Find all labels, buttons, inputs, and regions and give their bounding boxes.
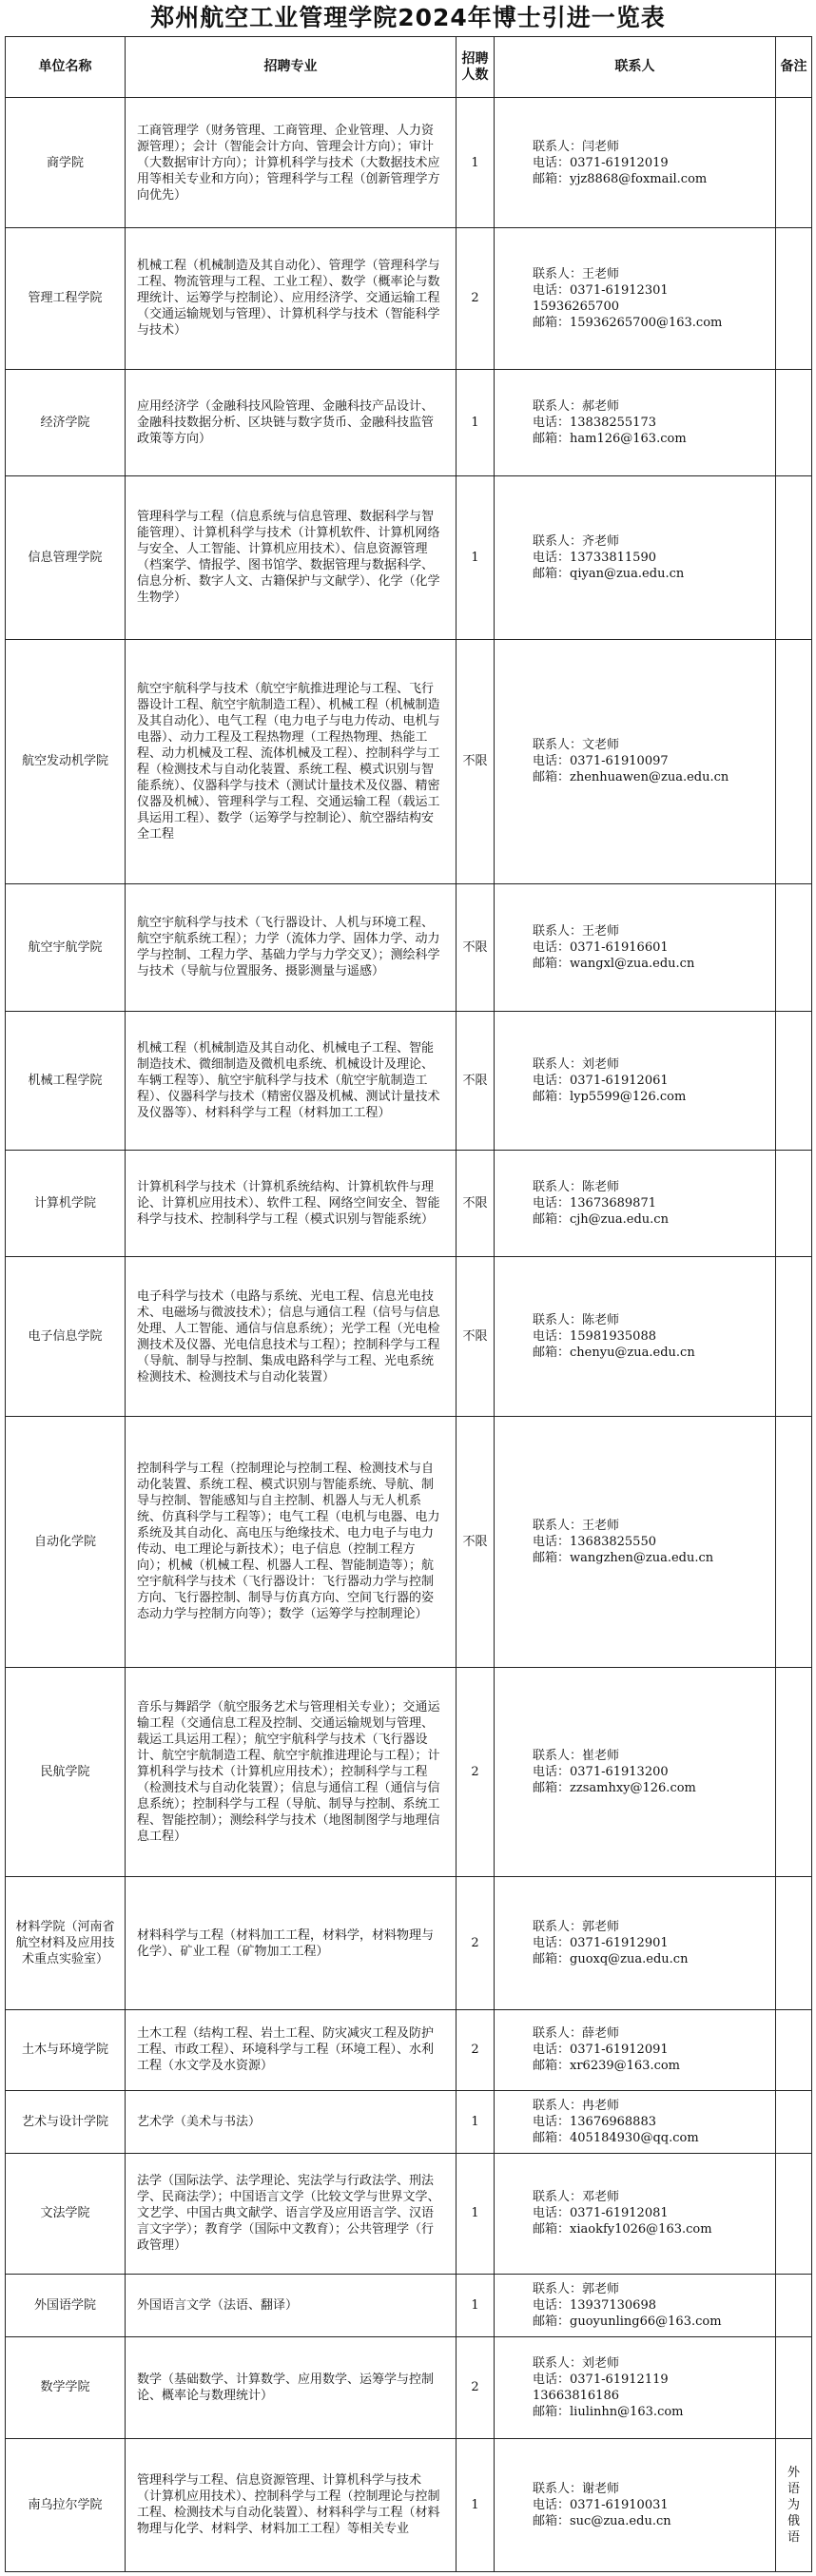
note-cell [776,2154,812,2275]
count-cell: 2 [457,2337,495,2439]
contact-line: 邮箱：chenyu@zua.edu.cn [533,1346,695,1361]
unit-name-cell: 自动化学院 [6,1416,126,1667]
table-row [6,2438,812,2571]
unit-name-cell: 管理工程学院 [6,228,126,370]
note-cell [776,639,812,883]
header-unit: 单位名称 [6,37,126,98]
major-cell: 管理科学与工程（信息系统与信息管理、数据科学与智能管理）、计算机科学与技术（计算机软件、计算机网络与安全、人工智能、计算机应用技术）、信息资源管理（档案学、情报学、图书馆学、数据管理与数据科学、信息分析、数字人文、古籍保护与文献学）、化学（化学生物学） [126,475,457,639]
major-cell: 外国语言文学（法语、翻译） [126,2274,457,2336]
contact-line: 电话：0371-61910097 [533,754,669,769]
header-contact: 联系人 [495,37,776,98]
contact-line: 邮箱：guoxq@zua.edu.cn [533,1952,689,1967]
table-row [6,369,812,475]
contact-line: 邮箱：15936265700@163.com [533,315,723,330]
contact-line: 电话：0371-61912091 [533,2043,669,2058]
note-cell [776,2337,812,2439]
contact-line: 联系人：邓老师 [533,2190,620,2205]
table-row [6,883,812,1011]
note-cell [776,2090,812,2153]
table-row [6,2154,812,2275]
count-cell: 1 [457,369,495,475]
note-cell [776,1257,812,1417]
contact-line: 联系人：郭老师 [533,1920,620,1935]
count-cell: 1 [457,98,495,228]
unit-name-cell: 外国语学院 [6,2274,126,2336]
contact-cell [495,1011,776,1151]
note-cell [776,883,812,1011]
table-body [6,98,812,2572]
contact-cell [495,1257,776,1417]
note-cell [776,228,812,370]
contact-line: 电话：0371-61912061 [533,1074,669,1089]
unit-name-cell: 航空发动机学院 [6,639,126,883]
contact-line: 联系人：谢老师 [533,2481,620,2496]
major-cell: 材料科学与工程（材料加工工程，材料学，材料物理与化学）、矿业工程（矿物加工工程） [126,1876,457,2009]
note-cell [776,1876,812,2009]
contact-line: 电话：0371-61912301 [533,282,669,298]
contact-line: 电话：13937130698 [533,2297,656,2313]
count-cell: 不限 [457,1011,495,1151]
contact-line: 邮箱：xiaokfy1026@163.com [533,2222,712,2237]
table-row [6,1151,812,1257]
note-cell [776,369,812,475]
contact-line: 联系人：郝老师 [533,398,620,414]
contact-cell [495,98,776,228]
header-count: 招聘人数 [457,37,495,98]
table-row [6,1416,812,1667]
contact-cell [495,2010,776,2090]
contact-line: 联系人：闫老师 [533,139,620,154]
count-cell: 1 [457,2274,495,2336]
contact-line: 邮箱：qiyan@zua.edu.cn [533,566,685,581]
contact-line: 联系人：刘老师 [533,1057,620,1073]
contact-cell [495,1416,776,1667]
count-cell: 不限 [457,1257,495,1417]
major-cell: 音乐与舞蹈学（航空服务艺术与管理相关专业）；交通运输工程（交通信息工程及控制、交通运输规划与管理、载运工具运用工程）；航空宇航科学与技术（飞行器设计、航空宇航制造工程、航空宇航推进理论与工程）；计算机科学与技术（计算机应用技术）；控制科学与工程（检测技术与自动化装置）；信息与通信工程（通信与信息系统）；控制科学与工程（导航、制导与控制、系统工程、智能控制）；测绘科学与技术（地图制图学与地理信息工程） [126,1667,457,1876]
major-cell: 数学（基础数学、计算数学、应用数学、运筹学与控制论、概率论与数理统计） [126,2337,457,2439]
note-cell [776,475,812,639]
contact-line: 邮箱：guoyunling66@163.com [533,2314,722,2329]
contact-line: 邮箱：liulinhn@163.com [533,2404,684,2419]
contact-line: 邮箱：xr6239@163.com [533,2059,681,2074]
note-cell [776,2010,812,2090]
unit-name-cell: 信息管理学院 [6,475,126,639]
count-cell: 不限 [457,639,495,883]
major-cell: 计算机科学与技术（计算机系统结构、计算机软件与理论、计算机应用技术）、软件工程、网络空间安全、智能科学与技术、控制科学与工程（模式识别与智能系统） [126,1151,457,1257]
table-row [6,1011,812,1151]
note-cell [776,98,812,228]
unit-name-cell: 电子信息学院 [6,1257,126,1417]
contact-line: 邮箱：wangxl@zua.edu.cn [533,956,695,971]
unit-name-cell: 经济学院 [6,369,126,475]
table-row [6,639,812,883]
contact-line: 电话：0371-61916601 [533,939,669,955]
table-row [6,1876,812,2009]
contact-line: 联系人：文老师 [533,738,620,753]
contact-line: 联系人：陈老师 [533,1313,620,1328]
major-cell: 航空宇航科学与技术（飞行器设计、人机与环境工程、航空宇航系统工程）；力学（流体力学、固体力学、动力学与控制、工程力学、基础力学与力学交叉）；测绘科学与技术（导航与位置服务、摄影测量与遥感） [126,883,457,1011]
contact-line: 联系人：薛老师 [533,2026,620,2042]
contact-cell [495,883,776,1011]
note-cell: 外语为俄语 [776,2438,812,2571]
contact-cell [495,1151,776,1257]
recruitment-table [5,36,812,2572]
contact-line: 联系人：陈老师 [533,1180,620,1195]
contact-line: 电话：13733811590 [533,550,656,565]
table-row [6,2010,812,2090]
major-cell: 工商管理学（财务管理、工商管理、企业管理、人力资源管理）；会计（智能会计方向、管理会计方向）；审计（大数据审计方向）；计算机科学与技术（大数据技术应用等相关专业和方向）；管理科学与工程（创新管理学方向优先） [126,98,457,228]
contact-cell [495,2090,776,2153]
count-cell: 1 [457,2090,495,2153]
table-row [6,2090,812,2153]
contact-line: 联系人：崔老师 [533,1748,620,1763]
contact-line: 电话：0371-61912901 [533,1936,669,1951]
contact-line: 联系人：王老师 [533,923,620,939]
contact-line: 邮箱：zhenhuawen@zua.edu.cn [533,770,729,785]
count-cell: 1 [457,475,495,639]
contact-line: 邮箱：suc@zua.edu.cn [533,2513,671,2528]
contact-line: 电话：13673689871 [533,1196,656,1211]
header-note: 备注 [776,37,812,98]
unit-name-cell: 材料学院（河南省航空材料及应用技术重点实验室） [6,1876,126,2009]
contact-cell [495,369,776,475]
contact-cell [495,2274,776,2336]
major-cell: 控制科学与工程（控制理论与控制工程、检测技术与自动化装置、系统工程、模式识别与智能系统、导航、制导与控制、智能感知与自主控制、机器人与无人机系统、仿真科学与工程等）；电气工程（电机与电器、电力系统及其自动化、高电压与绝缘技术、电力电子与电力传动、电工理论与新技术）；电子信息（控制工程方向）；机械（机械工程、机器人工程、智能制造等）；航空宇航科学与技术（飞行器设计：飞行器动力学与控制方向、飞行器控制、制导与仿真方向、空间飞行器的姿态动力学与控制方向等）；数学（运筹学与控制理论） [126,1416,457,1667]
unit-name-cell: 民航学院 [6,1667,126,1876]
header-row [6,37,812,98]
contact-line: 邮箱：cjh@zua.edu.cn [533,1212,669,1228]
contact-line: 电话：15981935088 [533,1329,656,1345]
count-cell: 不限 [457,883,495,1011]
contact-line: 电话：0371-61910031 [533,2497,669,2512]
contact-line: 联系人：冉老师 [533,2098,620,2113]
contact-line: 联系人：齐老师 [533,533,620,549]
contact-line: 联系人：郭老师 [533,2281,620,2296]
header-major: 招聘专业 [126,37,457,98]
table-row [6,98,812,228]
count-cell: 不限 [457,1416,495,1667]
unit-name-cell: 文法学院 [6,2154,126,2275]
contact-line: 电话：0371-61913200 [533,1764,669,1779]
table-row [6,1667,812,1876]
contact-line: 联系人：王老师 [533,1518,620,1533]
note-cell [776,1151,812,1257]
count-cell: 2 [457,2010,495,2090]
table-row [6,2337,812,2439]
count-cell: 2 [457,1876,495,2009]
table-row [6,2274,812,2336]
contact-line: 电话：0371-61912119 [533,2372,669,2387]
table-row [6,1257,812,1417]
major-cell: 航空宇航科学与技术（航空宇航推进理论与工程、飞行器设计工程、航空宇航制造工程）、机械工程（机械制造及其自动化）、电气工程（电力电子与电力传动、电机与电器）、动力工程及工程热物理（工程热物理、热能工程、动力机械及工程、流体机械及工程）、控制科学与工程（检测技术与自动化装置、系统工程、模式识别与智能系统）、仪器科学与技术（测试计量技术及仪器、精密仪器及机械）、管理科学与工程、交通运输工程（载运工具运用工程）、数学（运筹学与控制论）、航空器结构安全工程 [126,639,457,883]
contact-line: 联系人：王老师 [533,266,620,281]
contact-line: 13663816186 [533,2388,619,2403]
document-title: 郑州航空工业管理学院2024年博士引进一览表 [150,4,666,31]
contact-cell [495,475,776,639]
count-cell: 2 [457,1667,495,1876]
major-cell: 艺术学（美术与书法） [126,2090,457,2153]
contact-line: 电话：0371-61912081 [533,2206,669,2221]
count-cell: 不限 [457,1151,495,1257]
unit-name-cell: 商学院 [6,98,126,228]
major-cell: 管理科学与工程、信息资源管理、计算机科学与技术（计算机应用技术）、控制科学与工程（控制理论与控制工程、检测技术与自动化装置）、材料科学与工程（材料物理与化学、材料学、材料加工工程）等相关专业 [126,2438,457,2571]
unit-name-cell: 艺术与设计学院 [6,2090,126,2153]
contact-line: 邮箱：405184930@qq.com [533,2130,699,2145]
major-cell: 应用经济学（金融科技风险管理、金融科技产品设计、金融科技数据分析、区块链与数字货币、金融科技监管政策等方向） [126,369,457,475]
count-cell: 1 [457,2154,495,2275]
major-cell: 电子科学与技术（电路与系统、光电工程、信息光电技术、电磁场与微波技术）；信息与通信工程（信号与信息处理、人工智能、通信与信息系统）；光学工程（光电检测技术及仪器、光电信息技术与工程）；控制科学与工程（导航、制导与控制、集成电路科学与工程、光电系统检测技术、检测技术与自动化装置） [126,1257,457,1417]
unit-name-cell: 计算机学院 [6,1151,126,1257]
unit-name-cell: 土木与环境学院 [6,2010,126,2090]
contact-line: 邮箱：yjz8868@foxmail.com [533,171,708,186]
note-cell [776,1416,812,1667]
unit-name-cell: 数学学院 [6,2337,126,2439]
major-cell: 机械工程（机械制造及其自动化、机械电子工程、智能制造技术、微细制造及微机电系统、机械设计及理论、车辆工程等）、航空宇航科学与技术（航空宇航制造工程）、仪器科学与技术（精密仪器及机械、测试计量技术及仪器等）、材料科学与工程（材料加工工程） [126,1011,457,1151]
contact-cell [495,2154,776,2275]
contact-cell [495,228,776,370]
count-cell: 2 [457,228,495,370]
unit-name-cell: 南乌拉尔学院 [6,2438,126,2571]
note-cell [776,2274,812,2336]
major-cell: 机械工程（机械制造及其自动化）、管理学（管理科学与工程、物流管理与工程、工业工程）、数学（概率论与数理统计、运筹学与控制论）、应用经济学、交通运输工程（交通运输规划与管理）、计算机科学与技术（智能科学与技术） [126,228,457,370]
count-cell: 1 [457,2438,495,2571]
contact-line: 15936265700 [533,299,619,314]
contact-line: 邮箱：ham126@163.com [533,431,687,446]
contact-cell [495,639,776,883]
contact-line: 电话：0371-61912019 [533,155,669,170]
note-cell [776,1667,812,1876]
contact-line: 电话：13676968883 [533,2114,656,2129]
contact-line: 电话：13838255173 [533,415,656,430]
unit-name-cell: 机械工程学院 [6,1011,126,1151]
table-row [6,228,812,370]
contact-line: 联系人：刘老师 [533,2355,620,2371]
contact-line: 邮箱：zzsamhxy@126.com [533,1780,696,1795]
major-cell: 法学（国际法学、法学理论、宪法学与行政法学、刑法学、民商法学）；中国语言文学（比较文学与世界文学、文艺学、中国古典文献学、语言学及应用语言学、汉语言文字学）；教育学（国际中文教育）；公共管理学（行政管理） [126,2154,457,2275]
major-cell: 土木工程（结构工程、岩土工程、防灾减灾工程及防护工程、市政工程）、环境科学与工程（环境工程）、水利工程（水文学及水资源） [126,2010,457,2090]
contact-line: 邮箱：lyp5599@126.com [533,1090,687,1105]
note-cell [776,1011,812,1151]
contact-cell [495,1667,776,1876]
table-row [6,475,812,639]
contact-line: 电话：13683825550 [533,1534,656,1549]
contact-cell [495,2337,776,2439]
contact-line: 邮箱：wangzhen@zua.edu.cn [533,1550,714,1565]
contact-cell [495,2438,776,2571]
contact-cell [495,1876,776,2009]
unit-name-cell: 航空宇航学院 [6,883,126,1011]
